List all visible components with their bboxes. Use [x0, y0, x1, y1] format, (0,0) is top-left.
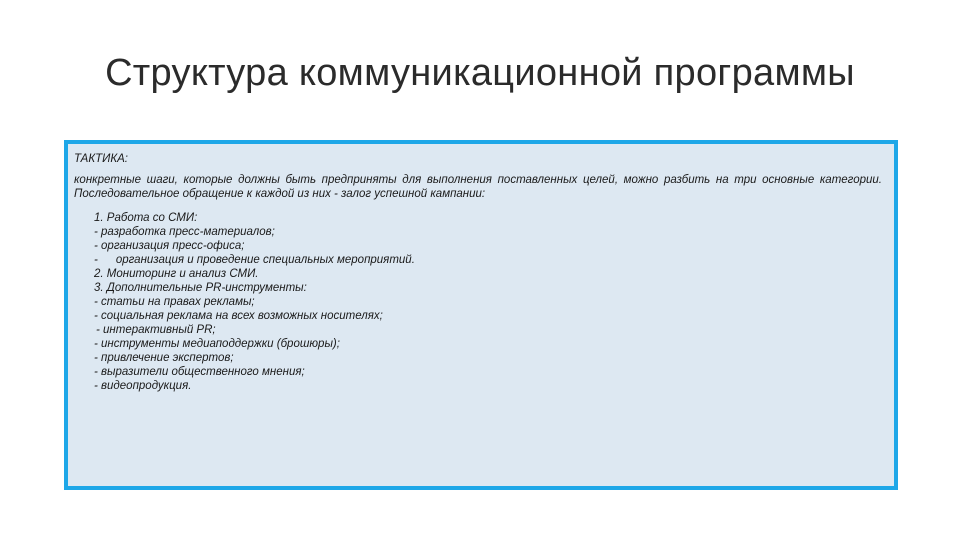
- content-box: [64, 140, 898, 490]
- list-item: [94, 253, 886, 267]
- slide-title: Структура коммуникационной программы: [105, 52, 855, 94]
- list-item: - видеопродукция.: [94, 380, 192, 392]
- list-item: - организация пресс-офиса;: [94, 240, 245, 252]
- list-item: - статьи на правах рекламы;: [94, 296, 255, 308]
- list-item: - социальная реклама на всех возможных носителях;: [94, 310, 383, 322]
- section-media-title: 1. Работа со СМИ:: [94, 212, 198, 224]
- section-media: [74, 211, 886, 393]
- list-item-text: организация и проведение специальных мероприятий.: [115, 254, 415, 266]
- tactic-heading: ТАКТИКА:: [74, 153, 128, 165]
- list-item: - инструменты медиаподдержки (брошюры);: [94, 338, 340, 350]
- list-item: - разработка пресс-материалов;: [94, 226, 275, 238]
- tactic-intro: конкретные шаги, которые должны быть предприняты для выполнения поставленных целей, можно разбить на три основные категории. Последовательное обращение к каждой из них - залог успешной кампании:: [74, 174, 882, 200]
- list-item: - выразители общественного мнения;: [94, 366, 305, 378]
- list-item: - привлечение экспертов;: [94, 352, 234, 364]
- section-monitoring-title: 2. Мониторинг и анализ СМИ.: [94, 268, 259, 280]
- section-pr-tools-title: 3. Дополнительные PR-инструменты:: [94, 282, 307, 294]
- list-item: - интерактивный PR;: [96, 324, 216, 336]
- list-item-dash: -: [94, 254, 98, 266]
